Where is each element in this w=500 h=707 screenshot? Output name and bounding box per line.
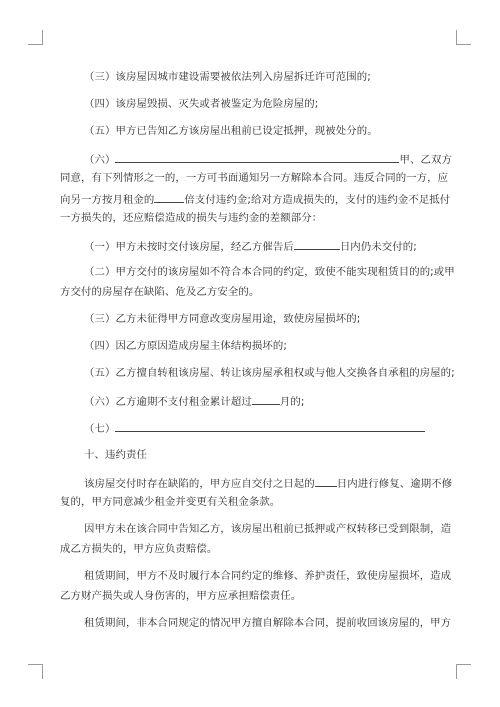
paragraph-line bbox=[84, 420, 444, 436]
paragraph-line: 租赁期间，甲方不及时履行本合同约定的维修、养护责任，致使房屋损坏，造成 bbox=[84, 570, 452, 582]
corner-mark-bottom-left bbox=[28, 664, 43, 679]
section-heading: 十、违约责任 bbox=[84, 449, 147, 461]
paragraph-line: （二）甲方交付的该房屋如不符合本合同的约定，致使不能实现租赁目的的;或甲 bbox=[84, 266, 455, 278]
paragraph-line bbox=[84, 393, 444, 409]
blank-line bbox=[154, 191, 184, 203]
text-fragment: 向另一方按月租金的 bbox=[60, 194, 155, 206]
paragraph-line: 成乙方损失的，甲方应负责赔偿。 bbox=[60, 543, 218, 555]
text-fragment: 日内进行修复、逾期不修 bbox=[336, 478, 453, 490]
paragraph-line: （三）乙方未征得甲方同意改变房屋用途，致使房屋损坏的; bbox=[84, 313, 361, 325]
paragraph-line: （四）该房屋毁损、灭失或者被鉴定为危险房屋的; bbox=[84, 98, 319, 110]
blank-line bbox=[315, 475, 337, 487]
paragraph-line: （三）该房屋因城市建设需要被依法列入房屋拆迁许可范围的; bbox=[84, 71, 371, 83]
corner-mark-top-right bbox=[456, 30, 471, 45]
paragraph-line: （五）乙方擅自转租该房屋、转让该房屋承租权或与他人交换各自承租的房屋的; bbox=[84, 367, 455, 379]
corner-mark-top-left bbox=[28, 30, 43, 45]
blank-line bbox=[252, 393, 280, 405]
paragraph-line bbox=[84, 151, 452, 167]
text-fragment: 月的; bbox=[279, 396, 305, 408]
text-fragment: 该房屋交付时存在缺陷的，甲方应自交付之日起的 bbox=[84, 478, 315, 490]
paragraph-line: 一方损失的，还应赔偿造成的损失与违约金的差额部分： bbox=[60, 212, 323, 224]
text-fragment: （七） bbox=[84, 423, 116, 435]
paragraph-line bbox=[84, 475, 453, 491]
blank-line bbox=[115, 151, 399, 163]
text-fragment: （六）乙方逾期不支付租金累计超过 bbox=[84, 396, 252, 408]
paragraph-line: （五）甲方已告知乙方该房屋出租前已设定抵押，现被处分的。 bbox=[84, 125, 378, 137]
text-fragment: （一）甲方未按时交付该房屋，经乙方催告后 bbox=[84, 241, 294, 253]
blank-line bbox=[294, 238, 340, 250]
blank-line bbox=[115, 420, 425, 432]
paragraph-line: 复的，甲方同意减少租金并变更有关租金条款。 bbox=[60, 496, 281, 508]
paragraph-line bbox=[60, 191, 451, 207]
paragraph-line: 同意，有下列情形之一的，一方可书面通知另一方解除本合同。违反合同的一方，应 bbox=[60, 172, 449, 184]
paragraph-line: 方交付的房屋存在缺陷、危及乙方安全的。 bbox=[60, 286, 260, 298]
text-fragment: 倍支付违约金;给对方造成损失的，支付的违约金不足抵付 bbox=[184, 194, 451, 206]
corner-mark-bottom-right bbox=[456, 664, 471, 679]
paragraph-line: 乙方财产损失或人身伤害的，甲方应承担赔偿责任。 bbox=[60, 590, 302, 602]
paragraph-line bbox=[84, 238, 444, 254]
text-fragment: （六） bbox=[84, 154, 116, 166]
paragraph-line: 租赁期间，非本合同规定的情况甲方擅自解除本合同，提前收回该房屋的，甲方 bbox=[84, 617, 452, 629]
paragraph-line: （四）因乙方原因造成房屋主体结构损坏的; bbox=[84, 340, 287, 352]
text-fragment: 日内仍未交付的; bbox=[339, 241, 417, 253]
paragraph-line: 因甲方未在该合同中告知乙方，该房屋出租前已抵押或产权转移已受到限制，造 bbox=[84, 523, 452, 535]
text-fragment: 甲、乙双方 bbox=[399, 154, 452, 166]
